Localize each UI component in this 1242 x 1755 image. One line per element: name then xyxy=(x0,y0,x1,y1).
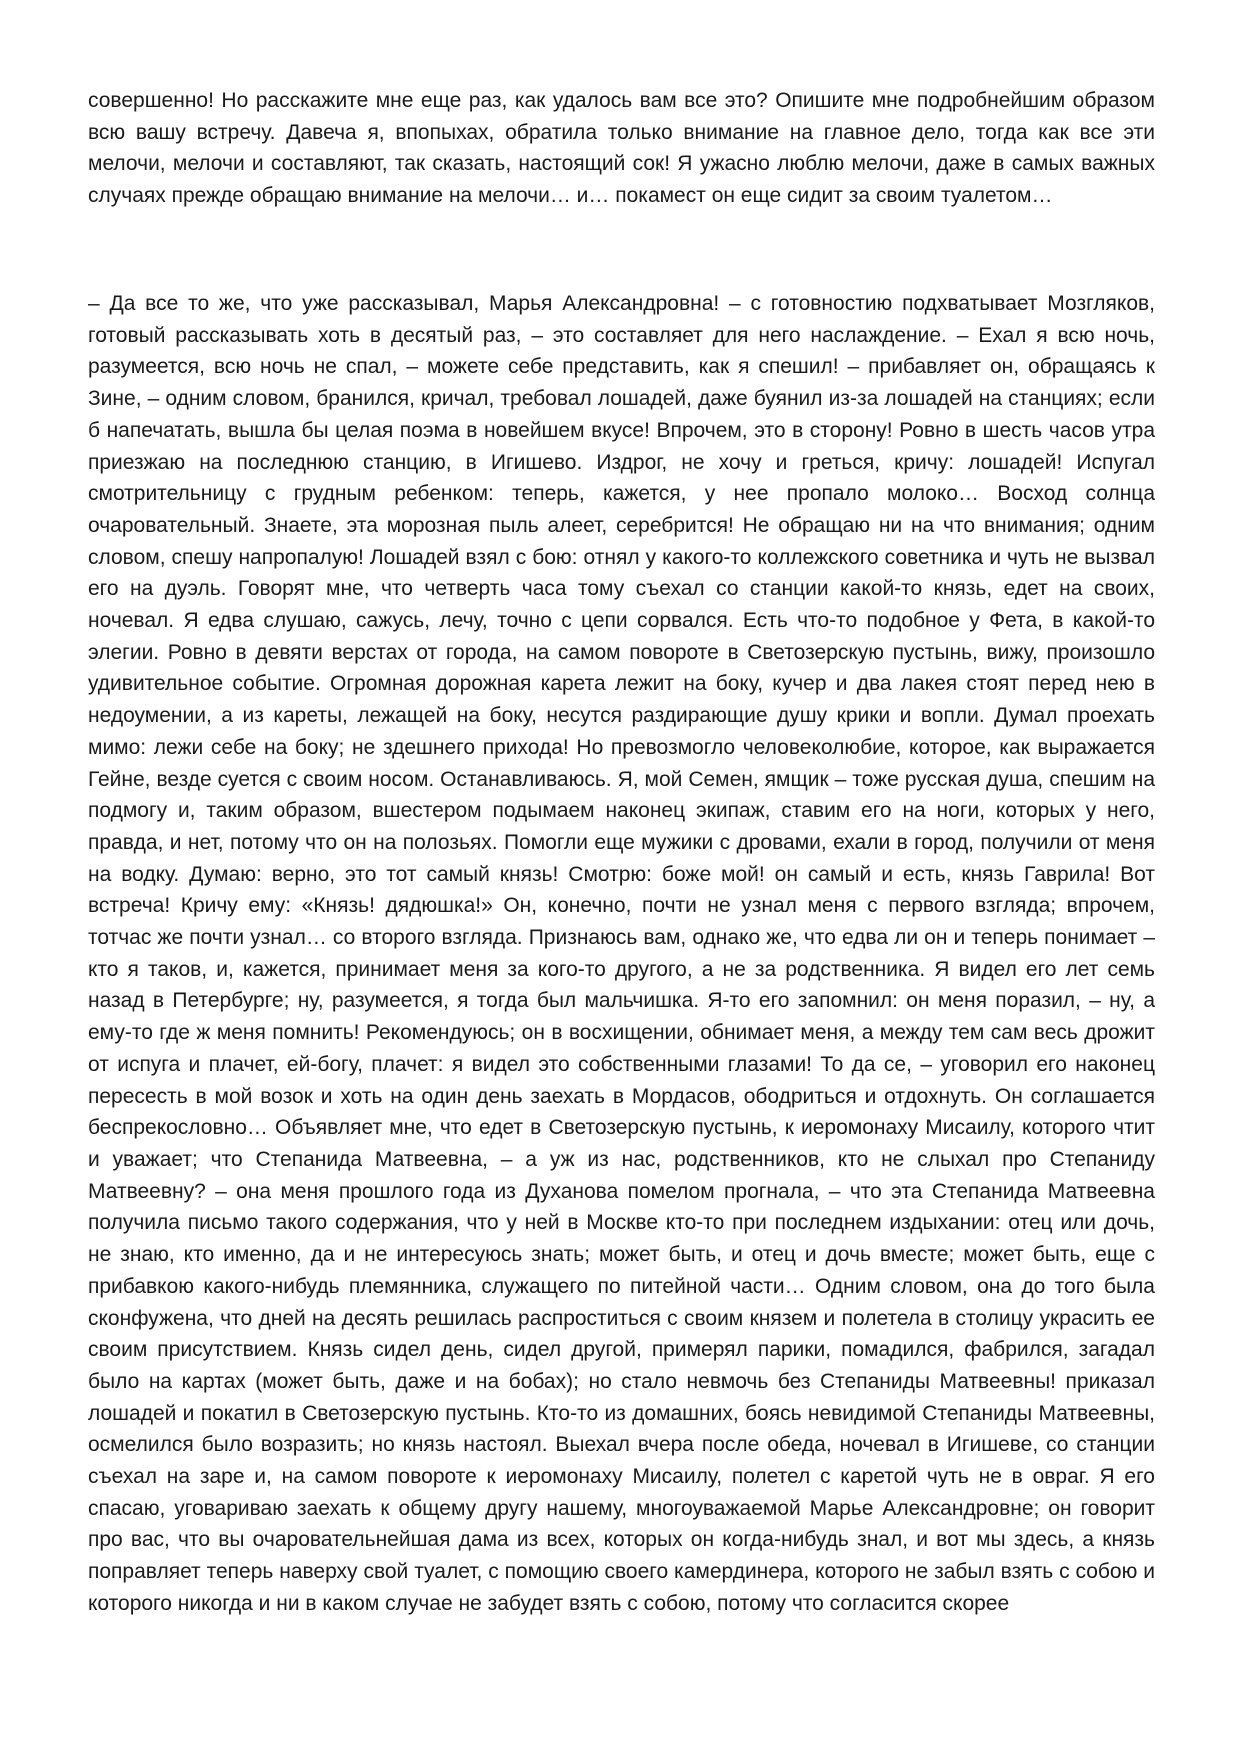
paragraph: совершенно! Но расскажите мне еще раз, как удалось вам все это? Опишите мне подробнейшим образом всю вашу встречу. Давеча я, впопыхах, обратила только внимание на главное дело, тогда как все эти мелочи, мелочи и составляют, так сказать, настоящий сок! Я ужасно люблю мелочи, даже в самых важных случаях прежде обращаю внимание на мелочи… и… покамест он еще сидит за своим туалетом… xyxy=(88,89,1155,208)
paragraph: – Да все то же, что уже рассказывал, Марья Александровна! – с готовностию подхватывает Мозгляков, готовый рассказывать хоть в десятый раз, – это составляет для него наслаждение. – Ехал я всю ночь, разумеется, всю ночь не спал, – можете себе представить, как я спешил! – прибавляет он, обращаясь к Зине, – одним словом, бранился, кричал, требовал лошадей, даже буянил из-за лошадей на станциях; если б напечатать, вышла бы целая поэма в новейшем вкусе! Впрочем, это в сторону! Ровно в шесть часов утра приезжаю на последнюю станцию, в Игишево. Издрог, не хочу и греться, кричу: лошадей! Испугал смотрительницу с грудным ребенком: теперь, кажется, у нее пропало молоко… Восход солнца очаровательный. Знаете, эта морозная пыль алеет, серебрится! Не обращаю ни на что внимания; одним словом, спешу напропалую! Лошадей взял с бою: отнял у какого-то коллежского советника и чуть не вызвал его на дуэль. Говорят мне, что четверть часа тому съехал со станции какой-то князь, едет на своих, ночевал. Я едва слушаю, сажусь, лечу, точно с цепи сорвался. Есть что-то подобное у Фета, в какой-то элегии. Ровно в девяти верстах от города, на самом повороте в Светозерскую пустынь, вижу, произошло удивительное событие. Огромная дорожная карета лежит на боку, кучер и два лакея стоят перед нею в недоумении, а из кареты, лежащей на боку, несутся раздирающие душу крики и вопли. Думал проехать мимо: лежи себе на боку; не здешнего прихода! Но превозмогло человеколюбие, которое, как выражается Гейне, везде суется с своим носом. Останавливаюсь. Я, мой Семен, ямщик – тоже русская душа, спешим на подмогу и, таким образом, вшестером подымаем наконец экипаж, ставим его на ноги, которых у него, правда, и нет, потому что он на полозьях. Помогли еще мужики с дровами, ехали в город, получили от меня на водку. Думаю: верно, это тот самый князь! Смотрю: боже мой! он самый и есть, князь Гаврила! Вот встреча! Кричу ему: «Князь! дядюшка!» Он, конечно, почти не узнал меня с первого взгляда; впрочем, тотчас же почти узнал… со второго взгляда. Признаюсь вам, однако же, что едва ли он и теперь понимает – кто я таков, и, кажется, принимает меня за кого-то другого, а не за родственника. Я видел его лет семь назад в Петербурге; ну, разумеется, я тогда был мальчишка. Я-то его запомнил: он меня поразил, – ну, а ему-то где ж меня помнить! Рекомендуюсь; он в восхищении, обнимает меня, а между тем сам весь дрожит от испуга и плачет, ей-богу, плачет: я видел это собственными глазами! То да се, – уговорил его наконец пересесть в мой возок и хоть на один день заехать в Мордасов, ободриться и отдохнуть. Он соглашается беспрекословно… Объявляет мне, что едет в Светозерскую пустынь, к иеромонаху Мисаилу, которого чтит и уважает; что Степанида Матвеевна, – а уж из нас, родственников, кто не слыхал про Степаниду Матвеевну? – она меня прошлого года из Духанова помелом прогнала, – что эта Степанида Матвеевна получила письмо такого содержания, что у ней в Москве кто-то при последнем издыхании: отец или дочь, не знаю, кто именно, да и не интересуюсь знать; может быть, и отец и дочь вместе; может быть, еще с прибавкою какого-нибудь племянника, служащего по питейной части… Одним словом, она до того была сконфужена, что дней на десять решилась распроститься с своим князем и полетела в столицу украсить ее своим присутствием. Князь сидел день, сидел другой, примерял парики, помадился, фабрился, загадал было на картах (может быть, даже и на бобах); но стало невмочь без Степаниды Матвеевны! приказал лошадей и покатил в Светозерскую пустынь. Кто-то из домашних, боясь невидимой Степаниды Матвеевны, осмелился было возразить; но князь настоял. Выехал вчера после обеда, ночевал в Игишеве, со станции съехал на заре и, на самом повороте к иеромонаху Мисаилу, полетел с каретой чуть не в овраг. Я его спасаю, уговариваю заехать к общему другу нашему, многоуважаемой Марье Александровне; он говорит про вас, что вы очаровательнейшая дама из всех, которых он когда-нибудь знал, и вот мы здесь, а князь поправляет теперь наверху свой туалет, с помощию своего камердинера, которого не забыл взять с собою и которого никогда и ни в каком случае не забудет взять с собою, потому что согласится скорее xyxy=(88,292,1155,1615)
